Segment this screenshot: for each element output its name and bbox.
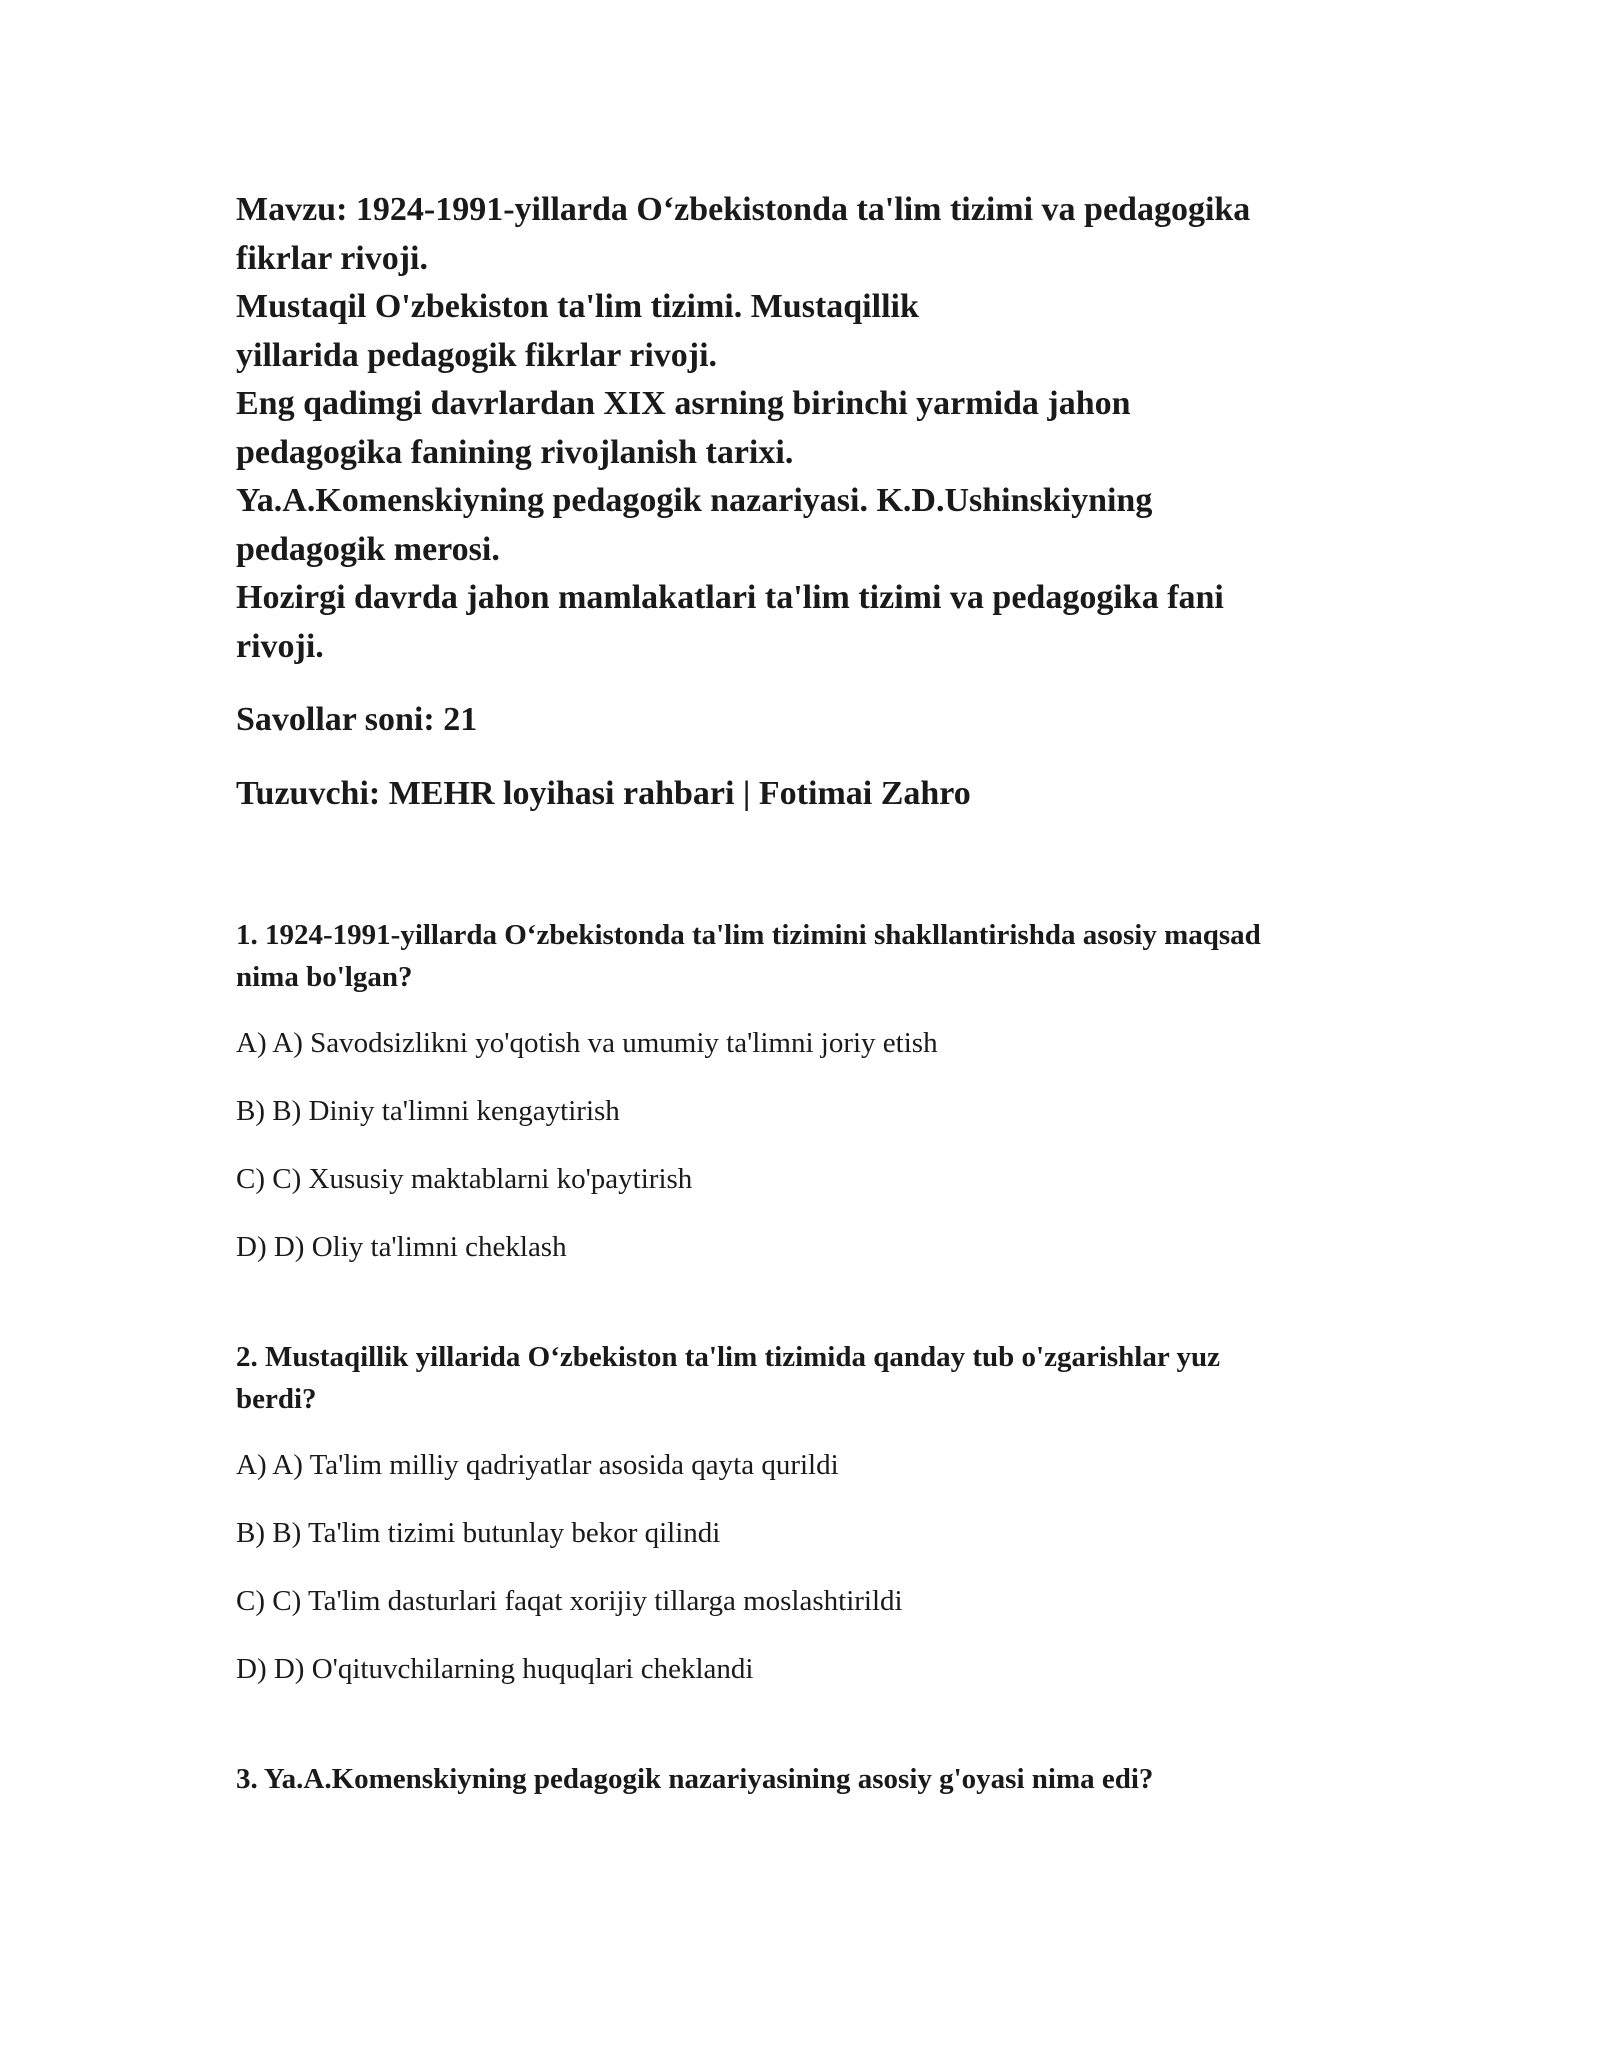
- topic-line: pedagogik merosi.: [236, 530, 500, 568]
- question-1: [236, 914, 1366, 1268]
- topic-line: Eng qadimgi davrlardan XIX asrning birinchi yarmida jahon: [236, 385, 1131, 422]
- question-title-line: 1. 1924-1991-yillarda O‘zbekistonda ta'lim tizimini shakllantirishda asosiy maqsad: [236, 919, 1261, 951]
- answer-option-b: B) B) Ta'lim tizimi butunlay bekor qilindi: [236, 1517, 721, 1549]
- question-title: [236, 1336, 1366, 1420]
- answer-option-c: C) C) Ta'lim dasturlari faqat xorijiy tillarga moslashtirildi: [236, 1585, 903, 1617]
- answer-option-d: D) D) Oliy ta'limni cheklash: [236, 1231, 567, 1263]
- question-title-line: 2. Mustaqillik yillarida O‘zbekiston ta'lim tizimida qanday tub o'zgarishlar yuz: [236, 1341, 1220, 1373]
- answer-option-d: D) D) O'qituvchilarning huquqlari cheklandi: [236, 1653, 754, 1685]
- answer-option-b: B) B) Diniy ta'limni kengaytirish: [236, 1095, 620, 1127]
- question-title-line: berdi?: [236, 1383, 317, 1415]
- topic-heading: [236, 186, 1366, 671]
- topic-line: fikrlar rivoji.: [236, 239, 428, 277]
- question-count: Savollar soni: 21: [236, 701, 478, 738]
- topic-line: rivoji.: [236, 627, 324, 665]
- question-title: [236, 914, 1366, 998]
- topic-line: Mustaqil O'zbekiston ta'lim tizimi. Mustaqillik: [236, 288, 919, 325]
- topic-line: Hozirgi davrda jahon mamlakatlari ta'lim tizimi va pedagogika fani: [236, 579, 1224, 616]
- topic-line: pedagogika fanining rivojlanish tarixi.: [236, 433, 794, 471]
- author-line: Tuzuvchi: MEHR loyihasi rahbari | Fotimai Zahro: [236, 775, 971, 812]
- answer-option-a: A) A) Ta'lim milliy qadriyatlar asosida qayta qurildi: [236, 1449, 839, 1481]
- document-page: [236, 186, 1366, 1824]
- question-3: [236, 1758, 1366, 1800]
- question-title: [236, 1758, 1366, 1800]
- question-2: [236, 1336, 1366, 1690]
- answer-option-a: A) A) Savodsizlikni yo'qotish va umumiy ta'limni joriy etish: [236, 1027, 938, 1059]
- topic-line: Ya.A.Komenskiyning pedagogik nazariyasi. K.D.Ushinskiyning: [236, 482, 1153, 519]
- question-title-line: 3. Ya.A.Komenskiyning pedagogik nazariyasining asosiy g'oyasi nima edi?: [236, 1763, 1154, 1795]
- topic-line: yillarida pedagogik fikrlar rivoji.: [236, 336, 718, 374]
- topic-line: Mavzu: 1924-1991-yillarda O‘zbekistonda ta'lim tizimi va pedagogika: [236, 191, 1251, 228]
- question-title-line: nima bo'lgan?: [236, 961, 413, 993]
- answer-option-c: C) C) Xususiy maktablarni ko'paytirish: [236, 1163, 693, 1195]
